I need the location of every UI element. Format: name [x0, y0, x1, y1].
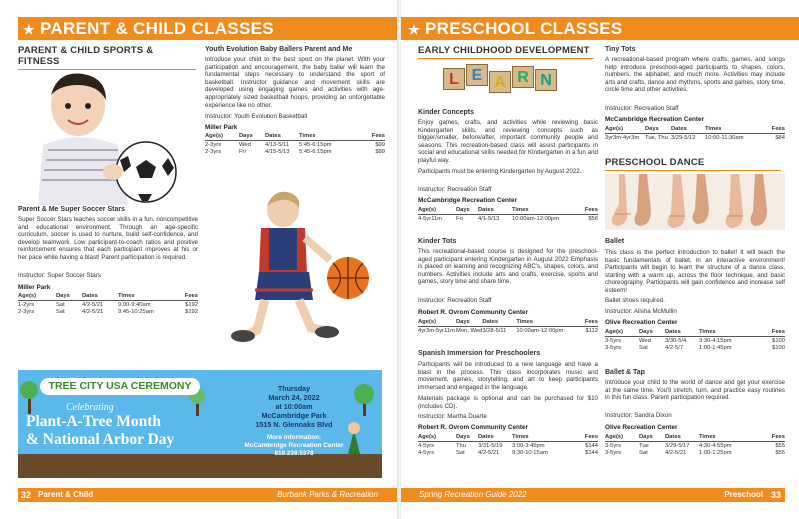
- location-baby-ballers: Miller Park: [205, 124, 238, 131]
- page-number-left: 32: [21, 490, 32, 500]
- section-heading-sports: PARENT & CHILD SPORTS & FITNESS: [18, 45, 196, 70]
- footer-guide: Spring Recreation Guide 2022: [419, 490, 527, 499]
- table-header-row: Age(s) Days Dates Times Fees: [605, 434, 785, 440]
- location-kinder-tots: Robert R. Ovrom Community Center: [418, 309, 529, 316]
- table-header-row: Age(s) Days Dates Times Fees: [205, 133, 385, 139]
- schedule-table-baby-ballers: [205, 132, 385, 155]
- table-row: 3-5yrs Sat 4/2-5/7 1:00-1:45pm $100: [605, 344, 785, 351]
- class-note-ballet: Ballet shoes required.: [605, 297, 665, 304]
- class-title-spanish: Spanish Immersion for Preschoolers: [418, 350, 541, 357]
- location-ballet-tap: Olive Recreation Center: [605, 424, 678, 431]
- footer-section-left: Parent & Child: [38, 490, 94, 499]
- class-title-kinder-tots: Kinder Tots: [418, 238, 457, 245]
- class-title-ballet: Ballet: [605, 238, 625, 245]
- schedule-table-kinder-concepts: [418, 206, 598, 222]
- class-title-kinder-concepts: Kinder Concepts: [418, 109, 475, 116]
- class-desc-kinder-concepts: Enjoy games, crafts, and activities while reviewing basic Kindergarten skills, and reviewing concepts such as bigger/smaller, before/after, important community people and seasons. This recreation-based class will assist participants in social and educational skills needed for Kindergarten in a fun and playful way.: [418, 119, 598, 164]
- table-row: 4-5yrs Thu 3/31-5/19 3:00-3:45pm $144: [418, 442, 598, 449]
- left-footer: [18, 488, 398, 502]
- class-title-tiny-tots: Tiny Tots: [605, 46, 636, 53]
- instructor-kinder-tots: Instructor: Recreation Staff: [418, 297, 492, 304]
- table-row: 3-5yrs Sat 4/2-5/21 1:00-1:25pm $55: [605, 449, 785, 456]
- block-l: L: [443, 68, 465, 90]
- ad-address: 1515 N. Glenoaks Blvd: [255, 420, 333, 429]
- table-row: 3-5yrs Wed 3/30-5/4 3:30-4:15pm $100: [605, 337, 785, 344]
- footer-section-right: Preschool: [724, 490, 763, 499]
- table-header-row: Age(s) Days Dates Times Fees: [418, 434, 598, 440]
- class-desc-soccer: Super Soccer Stars teaches soccer skills in a fun, noncompetitive and educational environment. Through an age-specific curriculum, soccer is used to nurture, build self-confidence, and develop teamwork. Low participant-to-coach ratios and positive reinforcement ensures that each participant improves at his or her pace while having a blast! Parent participation is required.: [18, 216, 198, 261]
- instructor-soccer: Instructor: Super Soccer Stars: [18, 272, 101, 279]
- section-heading-early-childhood: EARLY CHILDHOOD DEVELOPMENT: [418, 45, 594, 59]
- class-title-baby-ballers: Youth Evolution Baby Ballers Parent and Me: [205, 46, 353, 53]
- schedule-table-soccer: [18, 292, 198, 315]
- ad-park: McCambridge Park: [261, 411, 327, 420]
- right-page: [401, 0, 799, 519]
- table-row: 4-5yr11m Fri 4/1-5/13 10:00am-12:00pm $56: [418, 215, 598, 222]
- location-tiny-tots: McCambridge Recreation Center: [605, 116, 705, 123]
- table-row: 2-3yrs Wed 4/13-5/11 5:45-6:15pm $99: [205, 141, 385, 148]
- right-footer: [401, 488, 785, 502]
- ad-more-info: More information:: [266, 434, 322, 441]
- star-icon: ★: [408, 22, 420, 37]
- block-r: R: [512, 66, 534, 88]
- class-note-spanish: Materials package is optional and can be purchased for $10 (includes CD).: [418, 395, 598, 410]
- class-title-ballet-tap: Ballet & Tap: [605, 369, 645, 376]
- block-e: E: [466, 64, 488, 86]
- ballet-feet-photo: [605, 174, 785, 230]
- instructor-tiny-tots: Instructor: Recreation Staff: [605, 105, 679, 112]
- table-row: 3-5yrs Tue 3/29-5/17 4:30-4:55pm $55: [605, 442, 785, 449]
- ad-time: at 10:00am: [275, 402, 313, 411]
- baby-soccer-photo: [18, 60, 186, 205]
- location-spanish: Robert R. Ovrom Community Center: [418, 424, 529, 431]
- location-ballet: Olive Recreation Center: [605, 319, 678, 326]
- ad-line1: Plant-A-Tree Month: [26, 413, 162, 430]
- class-desc-spanish: Participants will be introduced to a new language and have a blast in the process. This class incorporates music and movement, games, storytelling, and art to keep participants immersed and engaged in the language.: [418, 361, 598, 391]
- table-row: 4-5yrs Sat 4/2-5/21 9:30-10:15am $144: [418, 449, 598, 456]
- class-desc-ballet: This class is the perfect introduction to ballet! It will teach the basic fundamentals of ballet, in an interactive environment! Participants will begin to learn the structure of a dance class, starting with a warm up, across the floor technique, and basic choreography. Participants will gain confidence and increase self esteem!: [605, 249, 785, 294]
- schedule-table-tiny-tots: [605, 125, 785, 141]
- ad-event-details: [214, 384, 374, 429]
- instructor-ballet: Instructor: Alisha McMullin: [605, 308, 677, 315]
- right-banner: ★ PRESCHOOL CLASSES: [401, 17, 799, 40]
- class-note-kinder-concepts: Participants must be entering Kindergarten by August 2022.: [418, 168, 582, 175]
- schedule-table-spanish: [418, 433, 598, 456]
- class-desc-kinder-tots: This recreational-based course is designed for the preschool-aged participant entering Kindergarten in August 2022 Emphasis is placed on learning and recognizing ABC's, shapes, colors, and numbers. Activities include arts and crafts, exercise, sports and games, story time and share time.: [418, 248, 598, 286]
- ad-line2: & National Arbor Day: [26, 431, 175, 448]
- location-kinder-concepts: McCambridge Recreation Center: [418, 197, 518, 204]
- class-desc-baby-ballers: Introduce your child to the best sport on the planet. With your participation and encouragement, the baby baller will learn the fundamental steps necessary to understand the sport of basketball. Instructor guidance and movement skills are developed using engaging games and activities with age-appropriately sized basketball hoops, providing an unforgettable experience like no other.: [205, 56, 385, 109]
- learn-blocks-image: [443, 62, 563, 96]
- ad-day: Thursday: [277, 384, 311, 393]
- ad-contact: [214, 434, 374, 458]
- table-header-row: Age(s) Days Dates Times Fees: [18, 293, 198, 299]
- left-banner: ★ PARENT & CHILD CLASSES: [18, 17, 398, 40]
- schedule-table-ballet: [605, 328, 785, 351]
- table-header-row: Age(s) Days Dates Times Fees: [418, 207, 598, 213]
- class-desc-ballet-tap: Introduce your child to the world of dance and get your exercise at the same time. You'll stretch, turn, and practice easy routines in this fun class. Parent participation required.: [605, 379, 785, 402]
- ad-date: March 24, 2022: [268, 393, 320, 402]
- schedule-table-ballet-tap: [605, 433, 785, 456]
- ad-phone: 818.238.5378: [274, 450, 314, 457]
- instructor-spanish: Instructor: Martha Duarte: [418, 413, 487, 420]
- page-number-right: 33: [770, 490, 781, 500]
- block-n: N: [535, 69, 557, 91]
- section-heading-dance: PRESCHOOL DANCE: [605, 157, 781, 171]
- table-row: 1-2yrs Sat 4/2-5/21 9:00-9:40am $192: [18, 301, 198, 308]
- ad-center: McCambridge Recreation Center: [244, 442, 344, 449]
- table-header-row: Age(s) Days Dates Times Fees: [605, 329, 785, 335]
- instructor-kinder-concepts: Instructor: Recreation Staff: [418, 186, 492, 193]
- table-row: 2-3yrs Fri 4/15-5/13 5:45-6:15pm $99: [205, 148, 385, 155]
- schedule-table-kinder-tots: [418, 318, 598, 334]
- ad-celebrating: Celebrating: [66, 402, 114, 413]
- footer-dept: Burbank Parks & Recreation: [277, 490, 378, 499]
- tree-city-ad: [18, 370, 382, 478]
- instructor-baby-ballers: Instructor: Youth Evolution Basketball: [205, 113, 308, 120]
- table-header-row: Age(s) Days Dates Times Fees: [605, 126, 785, 132]
- table-row: 4yr3m-5yr11m Mon, Wed 3/28-5/11 10:00am-12:00pm $112: [418, 327, 598, 334]
- ad-tree-city-label: TREE CITY USA CEREMONY: [40, 378, 200, 395]
- location-soccer: Miller Park: [18, 284, 51, 291]
- left-page: [0, 0, 398, 519]
- class-desc-tiny-tots: A recreational-based program where crafts, games, and songs help introduce preschool-aged participants to shapes, colors, numbers, the alphabet, and much more. Activities may include arts and crafts, dance and rhythms, sports and games, story time, circle time and other activities.: [605, 56, 785, 94]
- table-row: 3yr3m-4yr3m Tue, Thu 3/29-5/12 10:00-11:30am $84: [605, 134, 785, 141]
- table-header-row: Age(s) Days Dates Times Fees: [418, 319, 598, 325]
- block-a: A: [489, 71, 511, 93]
- star-icon: ★: [23, 22, 35, 37]
- class-title-soccer: Parent & Me Super Soccer Stars: [18, 206, 125, 213]
- table-row: 2-3yrs Sat 4/2-5/21 9:45-10:25am $192: [18, 308, 198, 315]
- toddler-basketball-photo: [225, 190, 375, 348]
- instructor-ballet-tap: Instructor: Sandra Dixon: [605, 412, 672, 419]
